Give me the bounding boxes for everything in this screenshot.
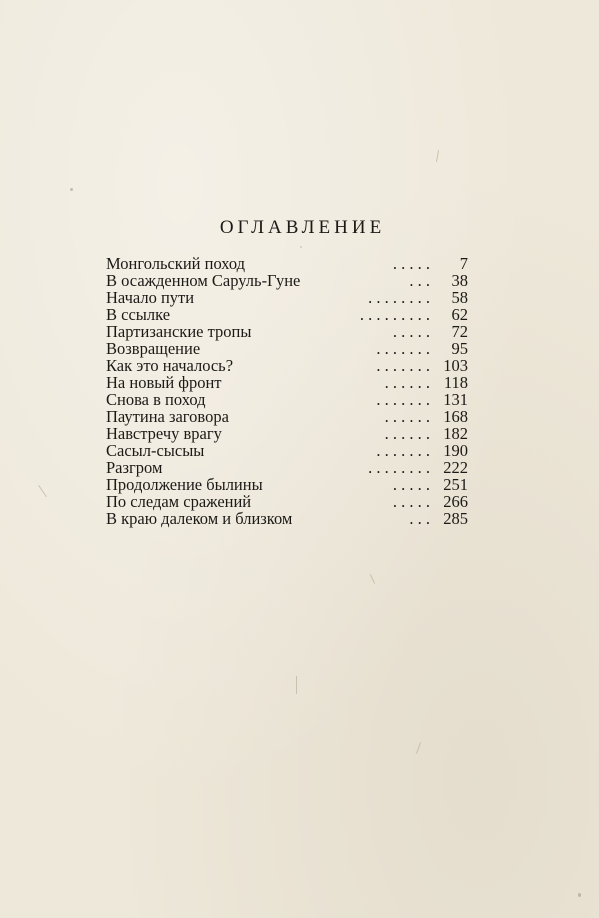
toc-page-number: 251 xyxy=(443,475,468,494)
toc-page-number: 266 xyxy=(443,492,468,511)
toc-entry-title: Разгром xyxy=(106,458,163,477)
toc-entry-title: Партизанские тропы xyxy=(106,322,252,341)
toc-page-number: 58 xyxy=(451,288,468,307)
toc-entry xyxy=(106,289,468,306)
toc-page-number: 118 xyxy=(443,373,468,392)
toc-entry-title: Монгольский поход xyxy=(106,254,246,273)
toc-dot-leader: . . . . . xyxy=(392,475,430,494)
toc-entry-title: Снова в поход xyxy=(106,390,206,409)
toc-page-number: 38 xyxy=(451,271,468,290)
paper-fiber xyxy=(436,150,439,162)
toc-entry-title: Паутина заговора xyxy=(106,407,229,426)
paper-fiber xyxy=(370,574,375,583)
toc-entry xyxy=(106,323,468,340)
toc-entry-title: В осажденном Саруль-Гуне xyxy=(106,271,301,290)
paper-fleck xyxy=(578,893,581,897)
toc-entry xyxy=(106,459,468,476)
toc-entry-title: В краю далеком и близком xyxy=(106,509,293,528)
toc-dot-leader: . . . . . . . xyxy=(376,339,430,358)
toc-entry-title: В ссылке xyxy=(106,305,171,324)
contents-heading: ОГЛАВЛЕНИЕ xyxy=(219,217,386,238)
toc-entry-title: Начало пути xyxy=(106,288,195,307)
toc-entry-title: Сасыл-сысыы xyxy=(106,441,205,460)
toc-dot-leader: . . . . . xyxy=(392,254,430,273)
toc-entry xyxy=(106,493,468,510)
toc-dot-leader: . . . xyxy=(409,509,430,528)
table-of-contents xyxy=(106,255,468,527)
toc-page-number: 190 xyxy=(443,441,468,460)
toc-dot-leader: . . . . . . xyxy=(384,373,430,392)
toc-entry-title: Навстречу врагу xyxy=(106,424,222,443)
paper-fiber xyxy=(416,742,421,754)
toc-entry xyxy=(106,340,468,357)
toc-dot-leader: . . . xyxy=(409,271,430,290)
paper-fiber xyxy=(38,485,47,497)
toc-entry xyxy=(106,374,468,391)
toc-page-number: 168 xyxy=(443,407,468,426)
toc-dot-leader: . . . . . . . . xyxy=(368,288,430,307)
toc-entry xyxy=(106,425,468,442)
toc-page-number: 62 xyxy=(451,305,468,324)
toc-entry xyxy=(106,357,468,374)
paper-fleck xyxy=(70,188,73,191)
toc-dot-leader: . . . . . xyxy=(392,492,430,511)
toc-entry xyxy=(106,306,468,323)
toc-dot-leader: . . . . . . . . . xyxy=(359,305,430,324)
paper-fleck xyxy=(300,246,302,248)
toc-entry-title: На новый фронт xyxy=(106,373,222,392)
toc-entry xyxy=(106,408,468,425)
toc-entry xyxy=(106,510,468,527)
toc-page-number: 7 xyxy=(459,254,468,273)
toc-entry xyxy=(106,476,468,493)
toc-dot-leader: . . . . . . xyxy=(384,407,430,426)
toc-page-number: 285 xyxy=(443,509,468,528)
toc-entry-title: Как это началось? xyxy=(106,356,234,375)
toc-dot-leader: . . . . . . . xyxy=(376,441,430,460)
toc-entry xyxy=(106,442,468,459)
toc-page-number: 103 xyxy=(443,356,468,375)
toc-entry xyxy=(106,272,468,289)
toc-entry-title: Возвращение xyxy=(106,339,201,358)
toc-dot-leader: . . . . . . . xyxy=(376,390,430,409)
toc-entry xyxy=(106,255,468,272)
toc-page-number: 131 xyxy=(443,390,468,409)
toc-page-number: 182 xyxy=(443,424,468,443)
toc-page-number: 222 xyxy=(443,458,468,477)
toc-dot-leader: . . . . . . . . xyxy=(368,458,430,477)
toc-entry-title: По следам сражений xyxy=(106,492,252,511)
toc-entry-title: Продолжение былины xyxy=(106,475,263,494)
toc-dot-leader: . . . . . . . xyxy=(376,356,430,375)
paper-fiber xyxy=(296,676,297,694)
toc-entry xyxy=(106,391,468,408)
toc-page-number: 72 xyxy=(451,322,468,341)
toc-dot-leader: . . . . . . xyxy=(384,424,430,443)
toc-dot-leader: . . . . . xyxy=(392,322,430,341)
toc-page-number: 95 xyxy=(451,339,468,358)
